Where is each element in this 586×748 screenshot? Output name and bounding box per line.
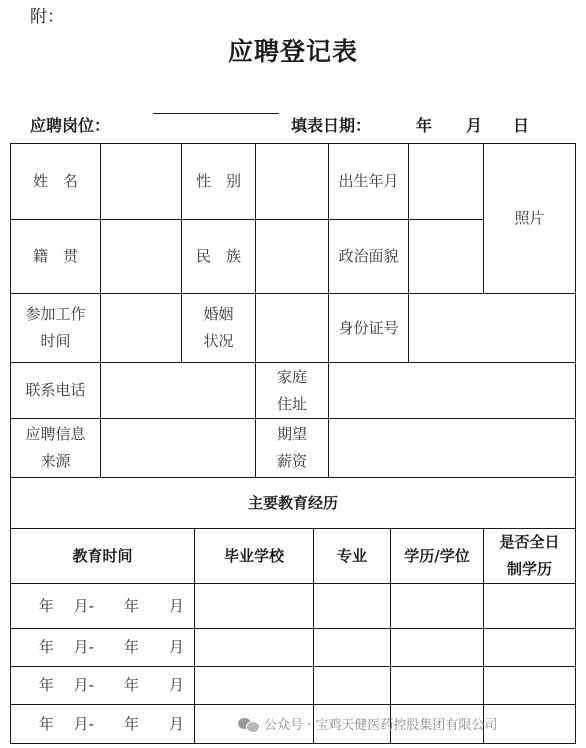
address-field[interactable]	[328, 362, 576, 419]
id-number-field[interactable]	[408, 293, 576, 363]
birth-label: 出生年月	[328, 143, 409, 220]
wechat-watermark	[238, 714, 497, 733]
edu-row-3-school[interactable]	[194, 666, 314, 705]
work-start-label: 参加工作 时间	[10, 293, 101, 363]
date-day: 日	[513, 116, 530, 135]
photo-box[interactable]: 照片	[483, 143, 576, 294]
attachment-label: 附：	[30, 7, 64, 27]
edu-col-degree: 学历/学位	[390, 528, 484, 584]
source-label: 应聘信息 来源	[10, 418, 101, 478]
edu-row-3-fulltime[interactable]	[483, 666, 576, 705]
edu-row-2-major[interactable]	[313, 628, 391, 667]
edu-row-3-time[interactable]: 年 月- 年 月	[10, 666, 195, 705]
position-label: 应聘岗位：	[30, 116, 111, 135]
edu-row-1-degree[interactable]	[390, 583, 484, 629]
edu-col-major: 专业	[313, 528, 391, 584]
education-section-title: 主要教育经历	[10, 477, 576, 529]
edu-col-fulltime: 是否全日 制学历	[483, 528, 576, 584]
ethnicity-label: 民 族	[181, 219, 256, 294]
address-label: 家庭 住址	[255, 362, 329, 419]
marital-field[interactable]	[255, 293, 329, 363]
edu-row-1-school[interactable]	[194, 583, 314, 629]
name-field[interactable]	[100, 143, 182, 220]
watermark-text: 公众号 · 宝鸡天健医药控股集团有限公司	[264, 718, 498, 733]
gender-field[interactable]	[255, 143, 329, 220]
edu-row-2-fulltime[interactable]	[483, 628, 576, 667]
phone-field[interactable]	[100, 362, 256, 419]
edu-row-1-time[interactable]: 年 月- 年 月	[10, 583, 195, 629]
date-month: 月	[466, 116, 483, 135]
phone-label: 联系电话	[10, 362, 101, 419]
political-status-field[interactable]	[408, 219, 484, 294]
ethnicity-field[interactable]	[255, 219, 329, 294]
gender-label: 性 别	[181, 143, 256, 220]
salary-field[interactable]	[328, 418, 576, 478]
edu-row-1-major[interactable]	[313, 583, 391, 629]
political-status-label: 政治面貌	[328, 219, 409, 294]
birth-field[interactable]	[408, 143, 484, 220]
id-number-label: 身份证号	[328, 293, 409, 363]
date-label: 填表日期：	[291, 116, 372, 135]
edu-row-3-major[interactable]	[313, 666, 391, 705]
salary-label: 期望 薪资	[255, 418, 329, 478]
source-field[interactable]	[100, 418, 256, 478]
edu-row-2-time[interactable]: 年 月- 年 月	[10, 628, 195, 667]
native-place-field[interactable]	[100, 219, 182, 294]
edu-col-school: 毕业学校	[194, 528, 314, 584]
marital-label: 婚姻 状况	[181, 293, 256, 363]
edu-row-2-school[interactable]	[194, 628, 314, 667]
edu-row-2-degree[interactable]	[390, 628, 484, 667]
edu-row-3-degree[interactable]	[390, 666, 484, 705]
edu-row-1-fulltime[interactable]	[483, 583, 576, 629]
form-title: 应聘登记表	[227, 37, 358, 66]
edu-row-4-time[interactable]: 年 月- 年 月	[10, 704, 195, 744]
name-label: 姓 名	[10, 143, 101, 220]
native-place-label: 籍 贯	[10, 219, 101, 294]
date-year: 年	[416, 116, 433, 135]
edu-col-time: 教育时间	[10, 528, 195, 584]
work-start-field[interactable]	[100, 293, 182, 363]
wechat-icon	[238, 716, 260, 732]
